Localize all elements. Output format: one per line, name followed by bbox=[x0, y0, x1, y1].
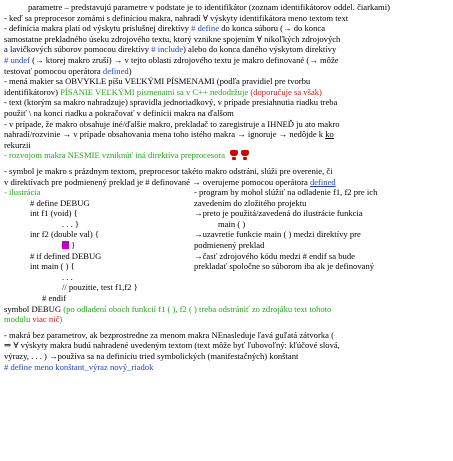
text-line: - keď sa preprocesor zomámi s definíciou makra, nahradí ∀ výskyty identifikátora meno textom text bbox=[4, 12, 349, 23]
code-line: } bbox=[4, 240, 194, 251]
text-line: podmienený preklad bbox=[194, 240, 265, 251]
notes-column bbox=[194, 187, 450, 304]
code-line: # if defined DEBUG bbox=[30, 250, 102, 261]
text-line: v direktívach pre podmienený preklad je # definované → overujeme pomocou operátora defined bbox=[4, 176, 336, 187]
code-line: int f1 (void) { bbox=[30, 208, 78, 219]
text-line: - mená makier sa OBVYKLE píšu VEĽKÝMI PÍSMENAMI (podľa pravidiel pre tvorbu bbox=[4, 76, 311, 87]
code-line: # endif bbox=[42, 293, 67, 304]
text-line: zavedením do zložitého projektu bbox=[194, 197, 307, 208]
text-line: symbol DEBUG (po odladení oboch funkcií f1 ( ), f2 ( ) treba odstrániť zo zdrojáku text tohoto bbox=[4, 303, 332, 314]
text-line: →preto je použitá/zavedená do ilustrácie funkcia bbox=[194, 208, 363, 219]
text-line: - v prípade, že makro obsahuje iné/ďalšie makro, prekladač to zaregistruje a IHNEĎ ju ato makro bbox=[4, 118, 340, 129]
text-line: - makrá bez parametrov, ak bezprostredne za menom makra NEnasleduje ľavá guľatá zátvorka ( bbox=[4, 329, 334, 340]
illustration-block bbox=[4, 187, 450, 304]
code-line: int main ( ) { bbox=[30, 261, 75, 272]
text-line: výrazy, . . . ) →používa sa na definíciu tried symbolických (manifestačných) konštant bbox=[4, 351, 299, 361]
code-line: inr f2 (double val) { bbox=[30, 229, 100, 240]
text-line: →časť zdrojového kódu medzi # endif sa bude bbox=[194, 250, 355, 261]
text-line: # define meno konštant_výraz nový_riadok bbox=[4, 361, 154, 372]
text-line: modulu viac nič) bbox=[4, 314, 63, 325]
text-line: a lavičkových súborov pomocou direktívy # include) alebo do konca daného výskytom direktívy bbox=[4, 44, 337, 55]
text-line: - text (ktorým sa makro nahradzuje) spravidla jednoriadkový, v prípade presiahnutia riadku treba bbox=[4, 97, 338, 108]
text-line: - program by mohol slúžiť na odladenie f1, f2 pre ich bbox=[194, 187, 378, 198]
text-line: samostatne prekladného úseku zdrojového textu, ktorý vznikne spojením ∀ nikoľkých zdrojových bbox=[4, 33, 341, 44]
text-line: # undef (→ ktorej makro zruší) → v tejto oblasti zdrojového textu je makro definované (→ môže bbox=[4, 54, 339, 65]
code-line: // pouzitie, test f1,f2 } bbox=[62, 282, 138, 293]
text-line: - definícia makra platí od výskytu príslušnej direktívy # define do konca súboru (→ do konca bbox=[4, 23, 326, 34]
text-line: použiť \ na konci riadku a pokračovať v definícii makra na ďalšom bbox=[4, 107, 234, 118]
text-line: ⇒ ∀ výskyty makra budú nahradené uvedeným textom (text môže byť ľubovoľný: kľúčové slová, bbox=[4, 340, 340, 351]
text-line: main ( ) bbox=[218, 218, 246, 229]
code-line: . . . bbox=[62, 271, 73, 282]
code-column bbox=[4, 187, 194, 304]
document-page bbox=[4, 2, 450, 372]
code-line: # define DEBUG bbox=[30, 197, 90, 208]
text-line: rekurzii bbox=[4, 139, 31, 150]
text-line: parametre – predstavujú parametre v podstate je to identifikátor (zoznam identifikátorov oddel. čiarkami) bbox=[28, 2, 390, 12]
text-line: →uzavretie funkcie main ( ) medzi direktívy pre bbox=[194, 229, 361, 240]
highlight-mark bbox=[62, 241, 69, 249]
text-line: - rozvojom makra NESMIE vzniknúť iná direktíva preprocesora bbox=[4, 150, 450, 161]
text-line: testovať pomocou operátora defined) bbox=[4, 65, 132, 76]
text-line: identifikátorov) PÍSANIE VEĽKÝMI písmenami sa v C++ nedodržuje (doporučuje sa však) bbox=[4, 86, 322, 97]
exclamation-icon bbox=[230, 150, 238, 160]
code-line: . . . } bbox=[62, 218, 80, 229]
text-line: prekladať spoločne so súborom iba ak je definovaný bbox=[194, 261, 375, 272]
text-line: - ilustrácia bbox=[4, 187, 41, 198]
exclamation-icon bbox=[241, 150, 249, 160]
text-line: - symbol je makro s prázdnym textom, preprocesor takéto makro odstráni, slúži pre overenie, či bbox=[4, 165, 333, 176]
text-line: nahradí/rozvinie → v prípade obsahovania mena toho istého makra → ignoruje → nedôjde k ko bbox=[4, 129, 334, 140]
